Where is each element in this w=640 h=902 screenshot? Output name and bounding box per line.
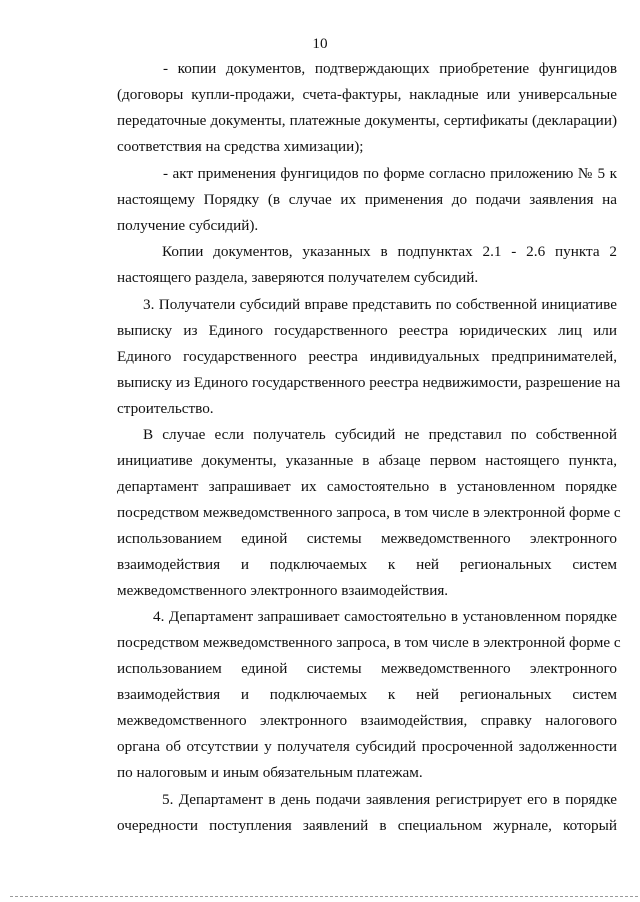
text-line: - акт применения фунгицидов по форме согласно приложению № 5 к <box>163 165 617 182</box>
text-line: посредством межведомственного запроса, в том числе в электронной форме с <box>117 504 621 521</box>
text-line: 5. Департамент в день подачи заявления регистрирует его в порядке <box>162 791 617 808</box>
text-line: (договоры купли-продажи, счета-фактуры, накладные или универсальные <box>117 86 617 103</box>
text-line: строительство. <box>117 400 214 417</box>
text-line: получение субсидий). <box>117 217 259 234</box>
text-line: инициативе документы, указанные в абзаце первом настоящего пункта, <box>117 452 617 469</box>
page-bottom-edge <box>10 896 638 897</box>
text-line: выписку из Единого государственного реестра юридических лиц или <box>117 322 617 339</box>
text-line: межведомственного электронного взаимодействия, справку налогового <box>117 712 617 729</box>
text-line: Единого государственного реестра индивидуальных предпринимателей, <box>117 348 617 365</box>
text-line: 4. Департамент запрашивает самостоятельно в установленном порядке <box>153 608 617 625</box>
text-line: использованием единой системы межведомственного электронного <box>117 530 617 547</box>
text-line: по налоговым и иным обязательным платежам. <box>117 764 423 781</box>
text-line: настоящему Порядку (в случае их применения до подачи заявления на <box>117 191 617 208</box>
text-line: взаимодействия и подключаемых к ней региональных систем <box>117 556 617 573</box>
text-line: очередности поступления заявлений в специальном журнале, который <box>117 817 617 834</box>
text-line: органа об отсутствии у получателя субсидий просроченной задолженности <box>117 738 617 755</box>
page-number: 10 <box>312 35 328 52</box>
text-line: межведомственного электронного взаимодействия. <box>117 582 449 599</box>
text-line: Копии документов, указанных в подпунктах 2.1 - 2.6 пункта 2 <box>162 243 617 260</box>
text-line: соответствия на средства химизации); <box>117 138 364 155</box>
text-line: взаимодействия и подключаемых к ней региональных систем <box>117 686 617 703</box>
text-line: 3. Получатели субсидий вправе представить по собственной инициативе <box>143 296 617 313</box>
text-line: В случае если получатель субсидий не представил по собственной <box>143 426 617 443</box>
text-line: использованием единой системы межведомственного электронного <box>117 660 617 677</box>
text-line: департамент запрашивает их самостоятельно в установленном порядке <box>117 478 617 495</box>
text-line: - копии документов, подтверждающих приобретение фунгицидов <box>163 60 617 77</box>
text-line: посредством межведомственного запроса, в том числе в электронной форме с <box>117 634 621 651</box>
text-line: настоящего раздела, заверяются получателем субсидий. <box>117 269 479 286</box>
text-line: выписку из Единого государственного реестра недвижимости, разрешение на <box>117 374 621 391</box>
text-line: передаточные документы, платежные документы, сертификаты (декларации) <box>117 112 617 129</box>
